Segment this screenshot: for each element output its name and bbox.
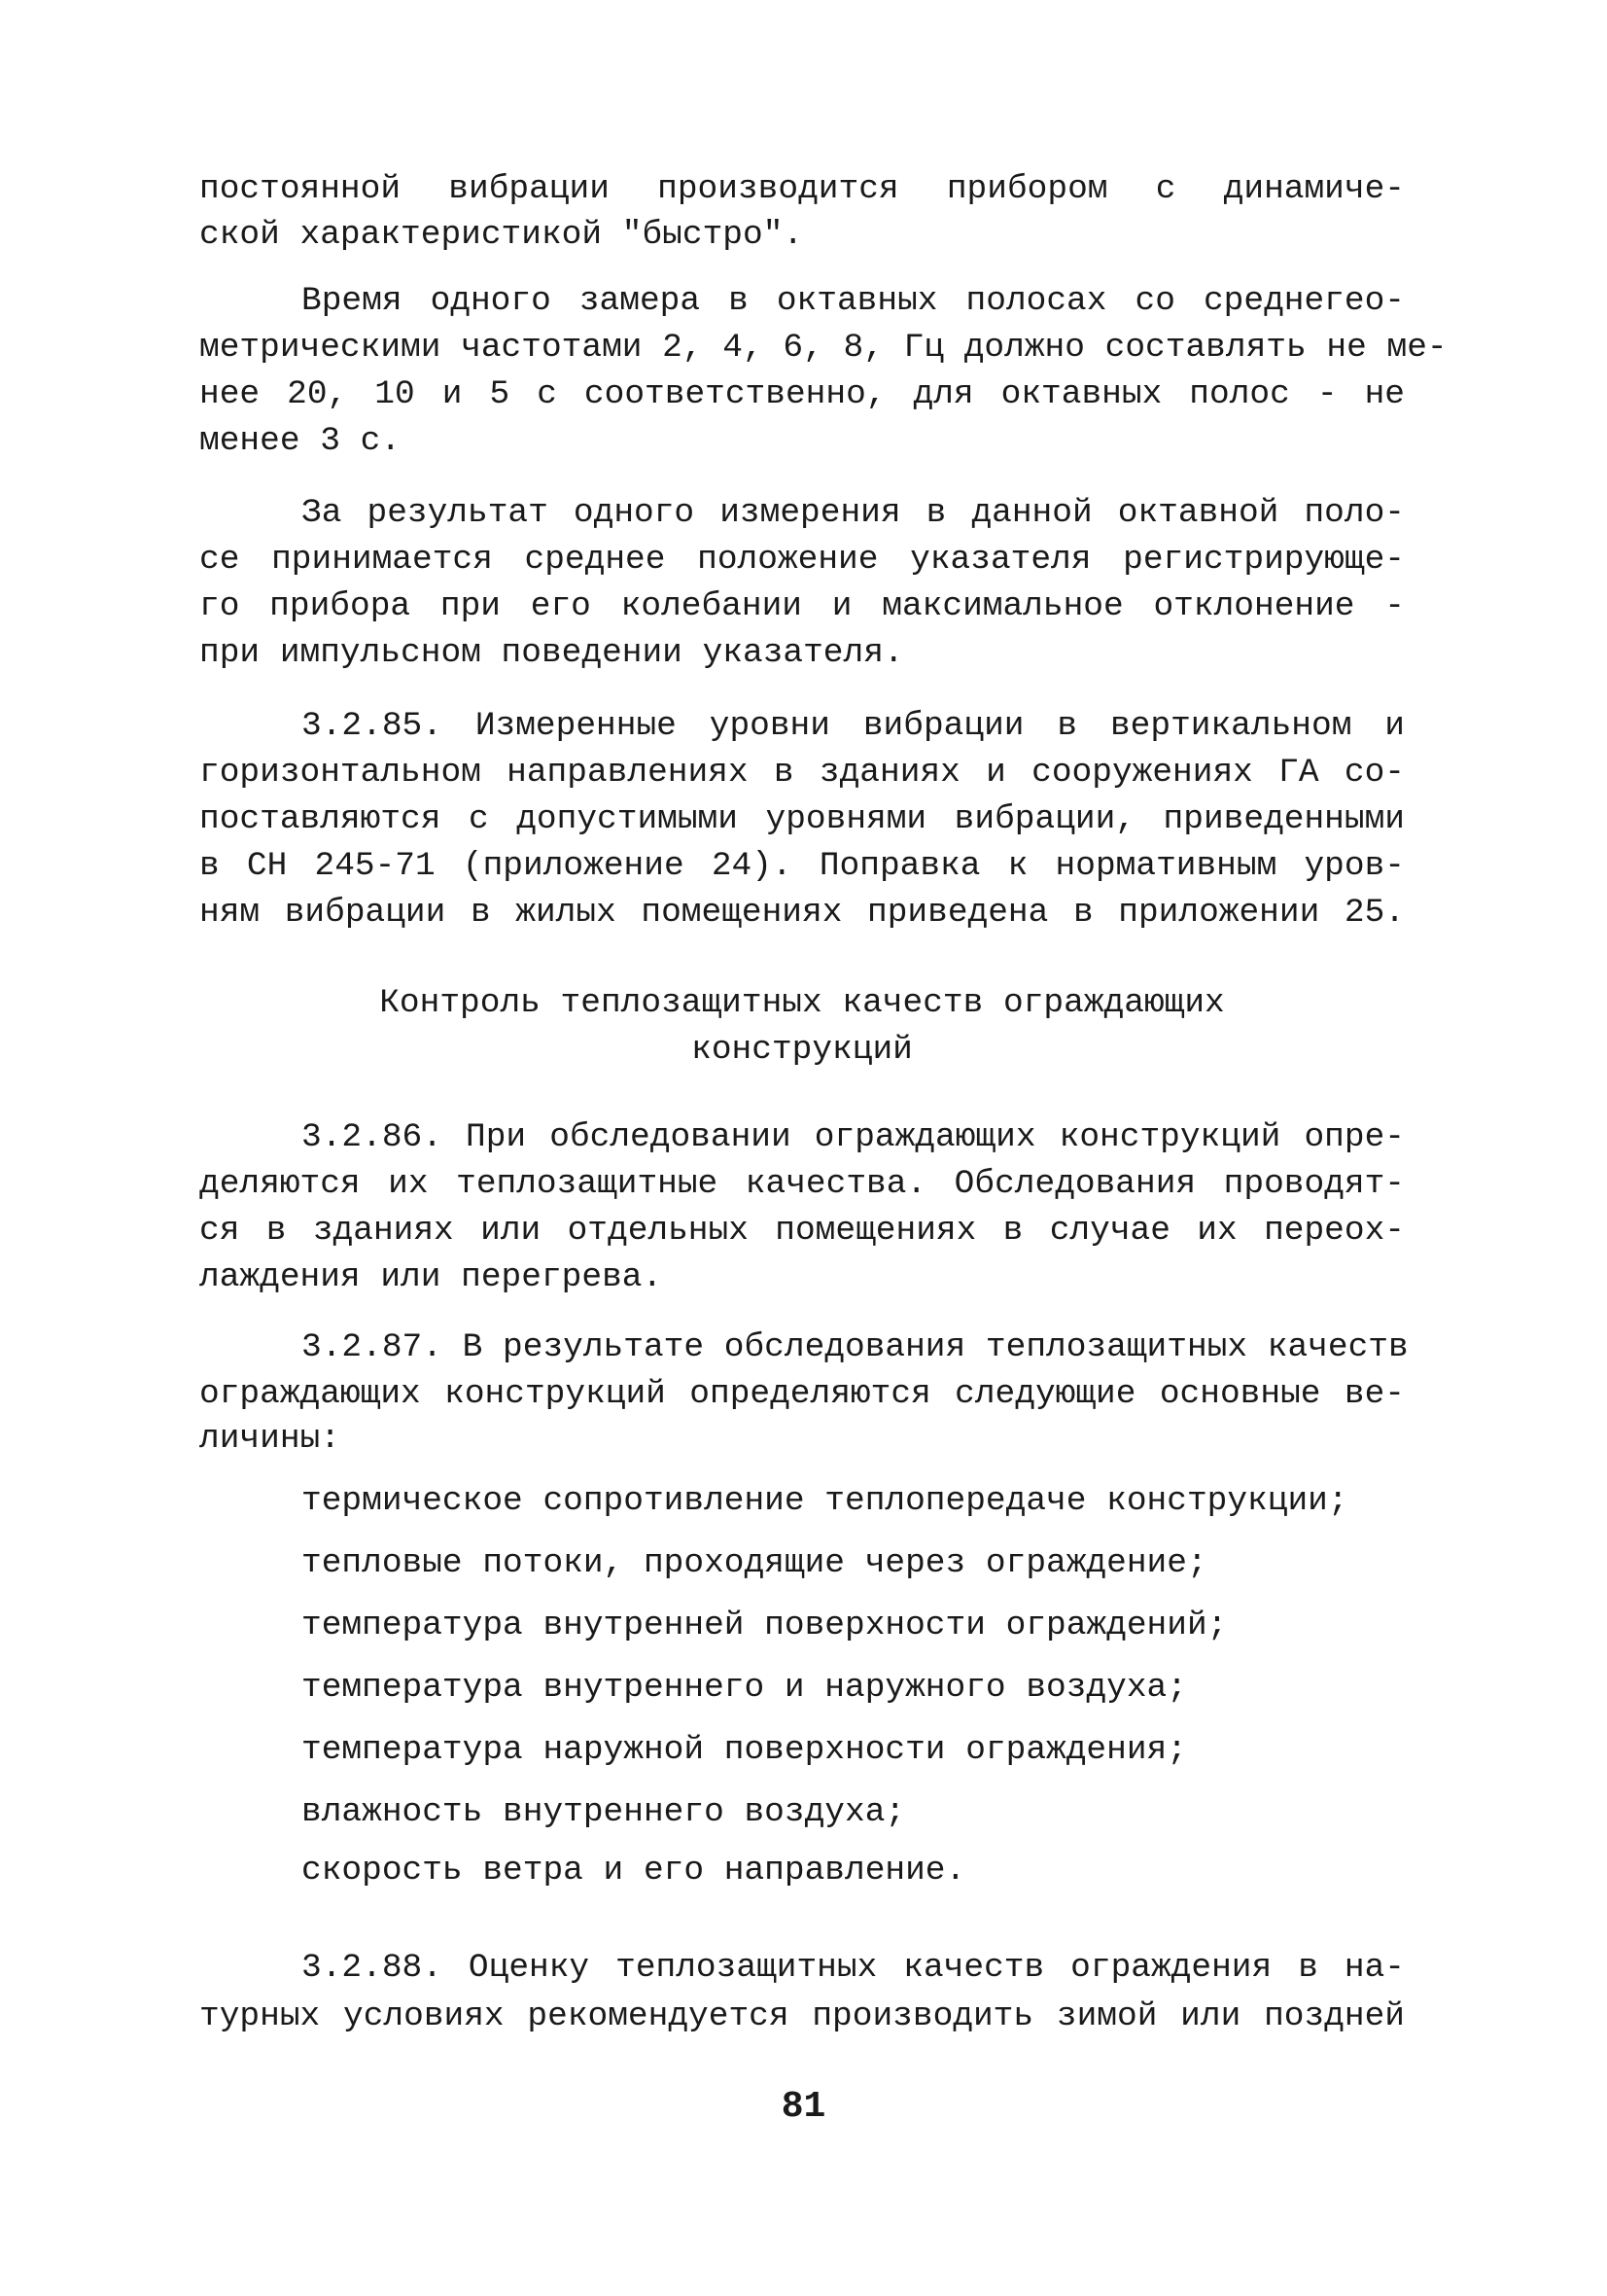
list-item: термическое сопротивление теплопередаче конструкции;	[301, 1482, 1348, 1520]
text-line: 3.2.85. Измеренные уровни вибрации в вертикальном и	[301, 707, 1405, 745]
text-line: метрическими частотами 2, 4, 6, 8, Гц должно составлять не ме-	[199, 329, 1448, 367]
list-item: скорость ветра и его направление.	[301, 1852, 966, 1890]
text-line: ся в зданиях или отдельных помещениях в случае их переох-	[199, 1212, 1405, 1250]
text-line: лаждения или перегрева.	[199, 1258, 663, 1296]
text-line: ограждающих конструкций определяются следующие основные ве-	[199, 1375, 1405, 1413]
text-line: в СН 245-71 (приложение 24). Поправка к нормативным уров-	[199, 847, 1405, 885]
text-line: поставляются с допустимыми уровнями вибрации, приведенными	[199, 800, 1405, 838]
text-line: го прибора при его колебании и максимальное отклонение -	[199, 587, 1405, 625]
text-line: 3.2.86. При обследовании ограждающих конструкций опре-	[301, 1118, 1405, 1156]
list-item: влажность внутреннего воздуха;	[301, 1793, 906, 1831]
text-line: при импульсном поведении указателя.	[199, 634, 904, 672]
text-line: 3.2.88. Оценку теплозащитных качеств ограждения в на-	[301, 1949, 1405, 1987]
text-line: постоянной вибрации производится прибором с динамиче-	[199, 170, 1405, 208]
list-item: тепловые потоки, проходящие через ограждение;	[301, 1544, 1207, 1582]
list-item: температура наружной поверхности ограждения;	[301, 1731, 1187, 1769]
text-line: менее 3 с.	[199, 422, 402, 460]
section-heading: Контроль теплозащитных качеств ограждающих	[379, 984, 1225, 1022]
text-line: За результат одного измерения в данной октавной поло-	[301, 494, 1405, 532]
text-line: нее 20, 10 и 5 с соответственно, для октавных полос - не	[199, 375, 1405, 413]
section-heading: конструкций	[691, 1031, 913, 1069]
text-line: Время одного замера в октавных полосах со среднегео-	[301, 282, 1405, 320]
text-line: ням вибрации в жилых помещениях приведена в приложении 25.	[199, 894, 1405, 932]
text-line: 3.2.87. В результате обследования теплозащитных качеств	[301, 1328, 1409, 1366]
list-item: температура внутреннего и наружного воздуха;	[301, 1669, 1187, 1707]
page-number: 81	[781, 2086, 826, 2128]
list-item: температура внутренней поверхности ограждений;	[301, 1607, 1228, 1644]
text-line: личины:	[199, 1420, 340, 1458]
text-line: се принимается среднее положение указателя регистрирующе-	[199, 541, 1405, 579]
text-line: горизонтальном направлениях в зданиях и сооружениях ГА со-	[199, 754, 1405, 792]
text-line: деляются их теплозащитные качества. Обследования проводят-	[199, 1165, 1405, 1203]
text-line: ской характеристикой "быстро".	[199, 216, 804, 254]
text-line: турных условиях рекомендуется производить зимой или поздней	[199, 1997, 1405, 2035]
